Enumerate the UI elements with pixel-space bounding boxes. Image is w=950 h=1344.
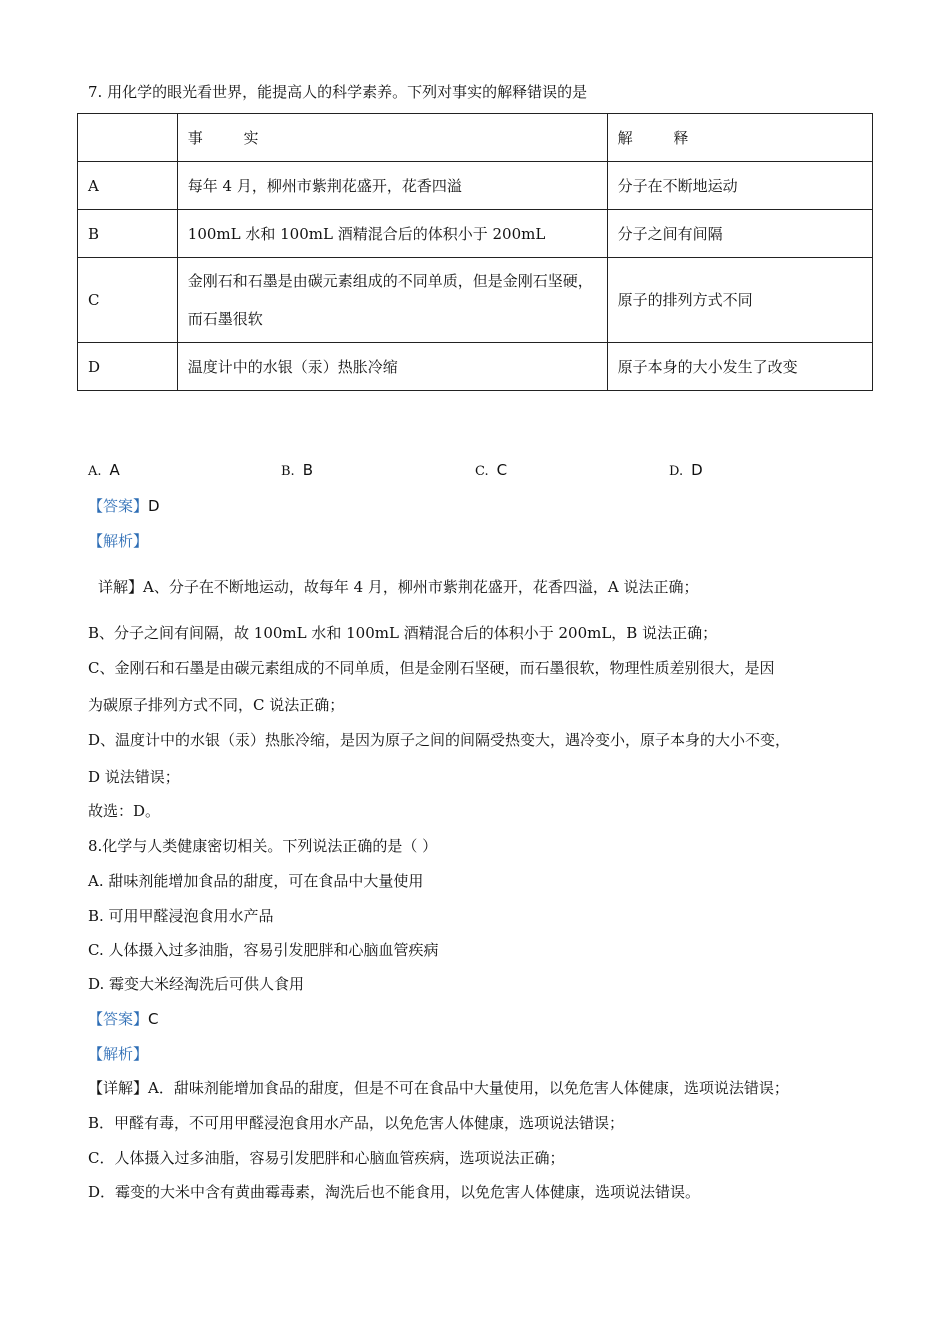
row-explain: 原子本身的大小发生了改变 — [607, 343, 872, 391]
question-7-detail-line: C、金刚石和石墨是由碳元素组成的不同单质，但是金刚石坚硬，而石墨很软，物理性质差别很大，是因 — [88, 659, 775, 677]
row-explain: 原子的排列方式不同 — [607, 258, 872, 343]
question-8-option-a: A. 甜味剂能增加食品的甜度，可在食品中大量使用 — [88, 872, 424, 890]
question-8-detail-line: D．霉变的大米中含有黄曲霉毒素，淘洗后也不能食用，以免危害人体健康，选项说法错误。 — [88, 1183, 701, 1201]
question-7-title: 7. 用化学的眼光看世界，能提高人的科学素养。下列对事实的解释错误的是 — [88, 83, 588, 101]
question-7-detail-line: D、温度计中的水银（汞）热胀冷缩，是因为原子之间的间隔受热变大，遇冷变小，原子本身的大小不变， — [88, 731, 791, 749]
option-letter: D. — [669, 464, 684, 479]
question-7-detail-line: 为碳原子排列方式不同，C 说法正确； — [88, 696, 345, 714]
question-8-detail-line: C．人体摄入过多油脂，容易引发肥胖和心脑血管疾病，选项说法正确； — [88, 1149, 565, 1167]
table-row — [78, 343, 873, 391]
question-8-option-d: D. 霉变大米经淘洗后可供人食用 — [88, 975, 305, 993]
question-8-option-c: C. 人体摄入过多油脂，容易引发肥胖和心脑血管疾病 — [88, 941, 439, 959]
option-letter: B. — [281, 464, 295, 479]
row-fact: 每年 4 月，柳州市紫荆花盛开，花香四溢 — [177, 162, 607, 210]
option-text: D — [691, 461, 703, 479]
question-8-analysis-tag: 【解析】 — [88, 1045, 149, 1063]
question-8-title: 8.化学与人类健康密切相关。下列说法正确的是（ ） — [88, 837, 438, 855]
question-7-conclusion: 故选：D。 — [88, 802, 161, 820]
question-7-analysis-tag: 【解析】 — [88, 532, 149, 550]
question-7-detail-line: D 说法错误； — [88, 768, 180, 786]
option-d — [669, 461, 703, 479]
option-text: B — [302, 461, 313, 479]
question-7-answer — [88, 495, 160, 516]
row-fact: 100mL 水和 100mL 酒精混合后的体积小于 200mL — [177, 210, 607, 258]
row-fact: 金刚石和石墨是由碳元素组成的不同单质，但是金刚石坚硬，而石墨很软 — [177, 258, 607, 343]
question-8-option-b: B. 可用甲醛浸泡食用水产品 — [88, 907, 274, 925]
option-a — [88, 461, 120, 479]
row-label: B — [78, 210, 178, 258]
option-letter: A. — [88, 464, 102, 479]
table-row — [78, 162, 873, 210]
row-label: C — [78, 258, 178, 343]
answer-tag: 【答案】 — [88, 497, 149, 515]
header-cell-label — [78, 114, 178, 162]
header-cell-fact: 事 实 — [177, 114, 607, 162]
option-text: C — [496, 461, 508, 479]
row-explain: 分子之间有间隔 — [607, 210, 872, 258]
answer-value: D — [148, 497, 160, 515]
row-fact: 温度计中的水银（汞）热胀冷缩 — [177, 343, 607, 391]
header-cell-explain: 解 释 — [607, 114, 872, 162]
row-explain: 分子在不断地运动 — [607, 162, 872, 210]
row-label: A — [78, 162, 178, 210]
question-8-detail-line: 【详解】A．甜味剂能增加食品的甜度，但是不可在食品中大量使用，以免危害人体健康，选项说法错误； — [88, 1079, 789, 1097]
detail-lead: 详解】 — [98, 578, 144, 596]
option-letter: C. — [475, 464, 489, 479]
answer-tag: 【答案】 — [88, 1010, 149, 1028]
table-header-row — [78, 114, 873, 162]
detail-text: A、分子在不断地运动，故每年 4 月，柳州市紫荆花盛开，花香四溢，A 说法正确； — [143, 578, 699, 596]
question-7-detail-line — [98, 576, 699, 597]
option-b — [281, 461, 313, 479]
answer-value: C — [148, 1010, 159, 1028]
facts-table — [77, 113, 873, 391]
question-7-detail-line: B、分子之间有间隔，故 100mL 水和 100mL 酒精混合后的体积小于 200mL，B 说法正确； — [88, 624, 718, 642]
question-8-answer — [88, 1008, 159, 1029]
table-row — [78, 210, 873, 258]
table-row — [78, 258, 873, 343]
option-text: A — [109, 461, 120, 479]
question-8-detail-line: B．甲醛有毒，不可用甲醛浸泡食用水产品，以免危害人体健康，选项说法错误； — [88, 1114, 625, 1132]
row-label: D — [78, 343, 178, 391]
option-c — [475, 461, 507, 479]
